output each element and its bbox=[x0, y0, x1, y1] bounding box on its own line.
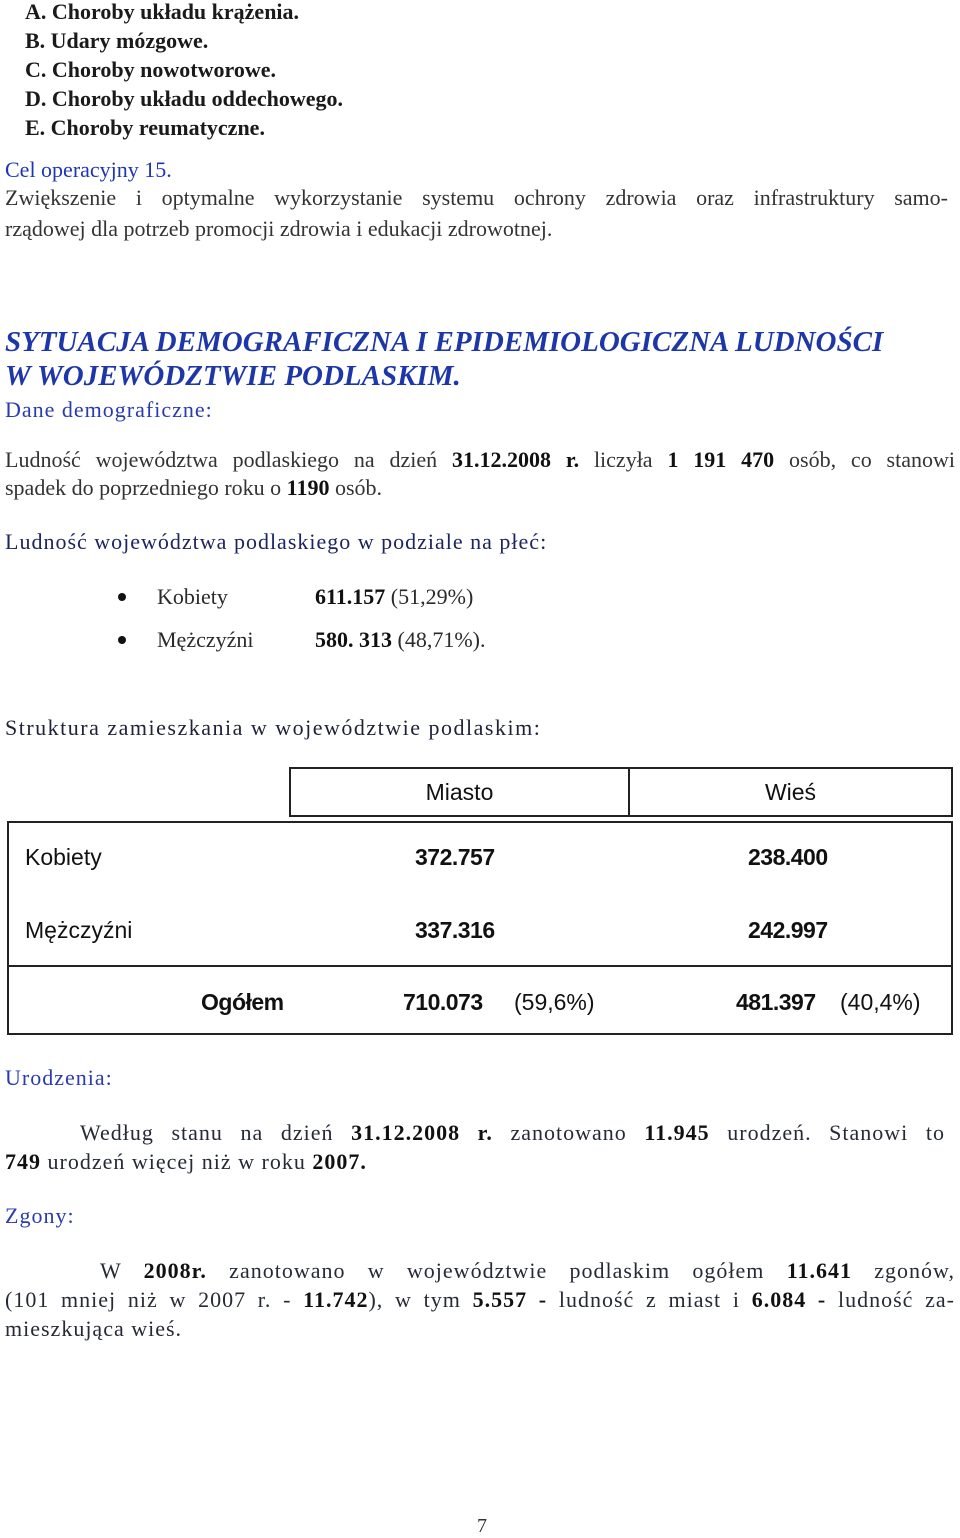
text-run: urodzeń więcej niż w roku bbox=[41, 1149, 313, 1174]
sex-label: Kobiety bbox=[157, 584, 228, 609]
cell-miasto: 337.316 bbox=[415, 917, 495, 943]
text-run: W bbox=[100, 1258, 144, 1283]
text-run: urodzeń. Stanowi to bbox=[709, 1120, 945, 1145]
population-date: 31.12.2008 r. bbox=[451, 447, 580, 472]
text-run: Ludność województwa podlaskiego na dzień bbox=[5, 447, 452, 472]
text-run: zanotowano w województwie podlaskim ogółem bbox=[206, 1258, 787, 1283]
bullet-icon bbox=[118, 636, 126, 644]
text-run: (101 mniej niż w 2007 r. - bbox=[5, 1287, 304, 1312]
births-date: 31.12.2008 r. bbox=[351, 1120, 493, 1145]
births-count: 11.945 bbox=[644, 1120, 710, 1145]
section-title-line: SYTUACJA DEMOGRAFICZNA I EPIDEMIOLOGICZNA LUDNOŚCI bbox=[5, 326, 884, 358]
deaths-line: mieszkująca wieś. bbox=[5, 1316, 183, 1341]
column-header-miasto: Miasto bbox=[291, 769, 630, 815]
births-year: 2007. bbox=[312, 1149, 367, 1174]
sex-percent: (48,71%). bbox=[392, 627, 486, 652]
objective-text-line: Zwiększenie i optymalne wykorzystanie systemu ochrony zdrowia oraz infrastruktury samo- bbox=[5, 185, 948, 210]
column-header-wies: Wieś bbox=[764, 779, 817, 805]
page-number: 7 bbox=[477, 1515, 487, 1537]
text-run: zanotowano bbox=[492, 1120, 645, 1145]
deaths-urban: 5.557 - bbox=[472, 1287, 548, 1312]
deaths-count: 11.641 bbox=[786, 1258, 852, 1283]
births-increase: 749 bbox=[5, 1149, 41, 1174]
text-run: Według stanu na dzień bbox=[80, 1120, 352, 1145]
text-run: osób, co stanowi bbox=[774, 447, 955, 472]
births-line bbox=[80, 1121, 945, 1145]
objective-label: Cel operacyjny 15. bbox=[5, 157, 172, 182]
section-title-line: W WOJEWÓDZTWIE PODLASKIM. bbox=[5, 360, 461, 392]
sex-count: 580. 313 bbox=[315, 627, 392, 652]
text-run: liczyła bbox=[579, 447, 668, 472]
population-line bbox=[5, 476, 382, 500]
row-label: Kobiety bbox=[25, 844, 102, 870]
objective-text-line: rządowej dla potrzeb promocji zdrowia i edukacji zdrowotnej. bbox=[5, 216, 553, 241]
list-item bbox=[0, 585, 620, 609]
population-total: 1 191 470 bbox=[667, 447, 775, 472]
bullet-icon bbox=[118, 593, 126, 601]
cell-miasto: 372.757 bbox=[415, 844, 495, 870]
births-heading: Urodzenia: bbox=[5, 1065, 113, 1090]
sex-value bbox=[315, 585, 473, 609]
disease-list-item: B. Udary mózgowe. bbox=[25, 28, 209, 53]
sex-value bbox=[315, 628, 485, 652]
cell-wies: 238.400 bbox=[748, 844, 828, 870]
text-run: osób. bbox=[329, 475, 383, 500]
sex-percent: (51,29%) bbox=[385, 584, 474, 609]
sex-label: Mężczyźni bbox=[157, 627, 254, 652]
text-run: ludność za- bbox=[826, 1287, 955, 1312]
deaths-year: 2008r. bbox=[143, 1258, 207, 1283]
total-miasto: 710.073 bbox=[403, 989, 483, 1015]
deaths-heading: Zgony: bbox=[5, 1203, 75, 1228]
text-run: ludność z miast i bbox=[547, 1287, 752, 1312]
total-label: Ogółem bbox=[201, 989, 284, 1015]
text-run: spadek do poprzedniego roku o bbox=[5, 475, 287, 500]
list-item bbox=[0, 628, 620, 652]
table-total-row bbox=[9, 988, 951, 1016]
row-label: Mężczyźni bbox=[25, 917, 133, 943]
residence-heading: Struktura zamieszkania w województwie podlaskim: bbox=[5, 715, 542, 740]
deaths-line bbox=[100, 1259, 955, 1283]
births-line bbox=[5, 1150, 367, 1174]
table-divider bbox=[9, 965, 951, 967]
disease-list-item: A. Choroby układu krążenia. bbox=[25, 0, 300, 24]
table-body bbox=[7, 821, 953, 1035]
sex-count: 611.157 bbox=[315, 584, 386, 609]
disease-list-item: D. Choroby układu oddechowego. bbox=[25, 86, 344, 111]
by-sex-heading: Ludność województwa podlaskiego w podziale na płeć: bbox=[5, 529, 548, 554]
population-decrease: 1190 bbox=[286, 475, 330, 500]
cell-wies: 242.997 bbox=[748, 917, 828, 943]
table-row bbox=[9, 916, 951, 944]
table-header bbox=[289, 767, 953, 817]
deaths-line bbox=[5, 1288, 955, 1312]
total-miasto-percent: (59,6%) bbox=[514, 989, 595, 1015]
demographics-heading: Dane demograficzne: bbox=[5, 397, 213, 422]
disease-list-item: C. Choroby nowotworowe. bbox=[25, 57, 276, 82]
deaths-rural: 6.084 - bbox=[751, 1287, 827, 1312]
disease-list-item: E. Choroby reumatyczne. bbox=[25, 115, 265, 140]
table-row bbox=[9, 843, 951, 871]
population-line bbox=[5, 448, 955, 472]
total-wies: 481.397 bbox=[736, 989, 816, 1015]
text-run: zgonów, bbox=[851, 1258, 955, 1283]
text-run: ), w tym bbox=[368, 1287, 473, 1312]
total-wies-percent: (40,4%) bbox=[840, 989, 921, 1015]
deaths-previous: 11.742 bbox=[303, 1287, 369, 1312]
